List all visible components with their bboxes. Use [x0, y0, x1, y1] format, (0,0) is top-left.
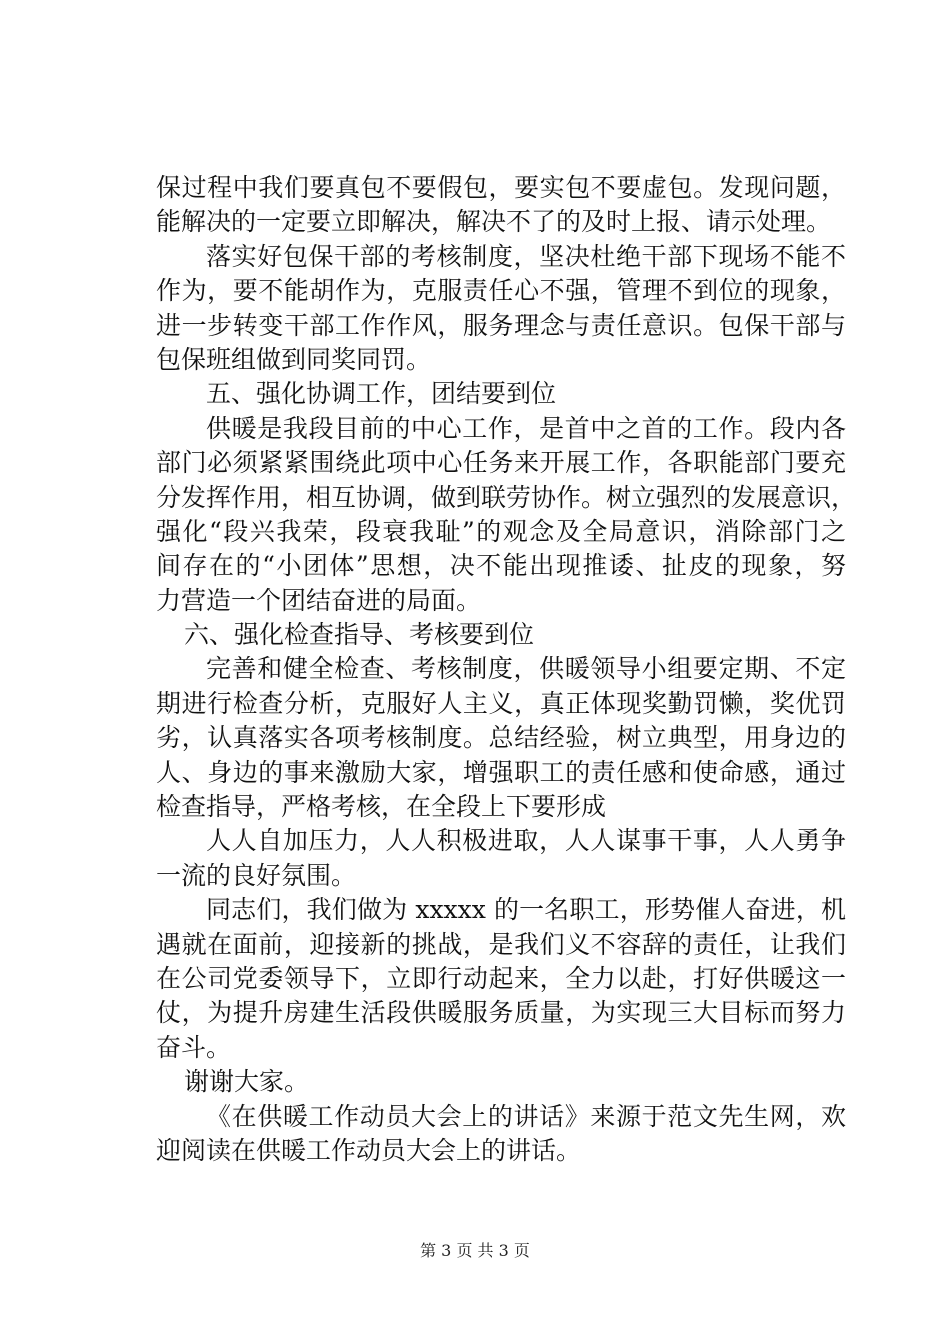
text-line: 奋斗。: [156, 1032, 232, 1062]
section-heading-5: 五、强化协调工作，团结要到位: [206, 379, 557, 409]
text-line: 检查指导，严格考核，在全段上下要形成: [156, 792, 607, 822]
text-line: 能解决的一定要立即解决，解决不了的及时上报、请示处理。: [156, 207, 832, 237]
document-body: [156, 171, 857, 1168]
paragraph-start-line: 完善和健全检查、考核制度，供暖领导小组要定期、不定: [206, 654, 846, 684]
text-line: 一流的良好氛围。: [156, 860, 357, 890]
paragraph-start-line: 人人自加压力，人人积极进取，人人谋事干事，人人勇争: [206, 826, 846, 856]
text-line: 作为，要不能胡作为，克服责任心不强，管理不到位的现象，: [156, 276, 846, 306]
paragraph-start-line: 供暖是我段目前的中心工作，是首中之首的工作。段内各: [206, 413, 846, 443]
text-line: 分发挥作用，相互协调，做到联劳协作。树立强烈的发展意识，: [156, 482, 857, 512]
closing-line: 谢谢大家。: [184, 1067, 310, 1097]
section-heading-6: 六、强化检查指导、考核要到位: [184, 620, 535, 650]
text-line: 保过程中我们要真包不要假包，要实包不要虚包。发现问题，: [156, 173, 846, 202]
text-line: 仗，为提升房建生活段供暖服务质量，为实现三大目标而努力: [156, 998, 846, 1028]
text-line: 强化“段兴我荣，段衰我耻”的观念及全局意识，消除部门之: [156, 516, 846, 546]
text-line: 包保班组做到同奖同罚。: [156, 344, 432, 374]
text-line: 进一步转变干部工作作风，服务理念与责任意识。包保干部与: [156, 310, 846, 340]
source-note-line: 《在供暖工作动员大会上的讲话》来源于范文先生网，欢: [206, 1101, 846, 1131]
page-number-footer: 第 3 页 共 3 页: [420, 1241, 530, 1260]
text-line: 间存在的“小团体”思想，决不能出现推诿、扯皮的现象，努: [156, 551, 846, 581]
paragraph-start-line: 落实好包保干部的考核制度，坚决杜绝干部下现场不能不: [206, 241, 846, 271]
text-line: 在公司党委领导下，立即行动起来，全力以赴，打好供暖这一: [156, 963, 846, 993]
text-line: 劣，认真落实各项考核制度。总结经验，树立典型，用身边的: [156, 723, 846, 753]
text-line: 力营造一个团结奋进的局面。: [156, 585, 482, 615]
text-line: 人、身边的事来激励大家，增强职工的责任感和使命感，通过: [156, 757, 846, 787]
text-line: 遇就在面前，迎接新的挑战，是我们义不容辞的责任，让我们: [156, 929, 846, 959]
source-note-line: 迎阅读在供暖工作动员大会上的讲话。: [156, 1135, 582, 1165]
paragraph-start-line: 同志们，我们做为 xxxxx 的一名职工，形势催人奋进，机: [206, 895, 846, 925]
text-line: 期进行检查分析，克服好人主义，真正体现奖勤罚懒，奖优罚: [156, 688, 846, 718]
text-line: 部门必须紧紧围绕此项中心任务来开展工作，各职能部门要充: [156, 448, 846, 478]
